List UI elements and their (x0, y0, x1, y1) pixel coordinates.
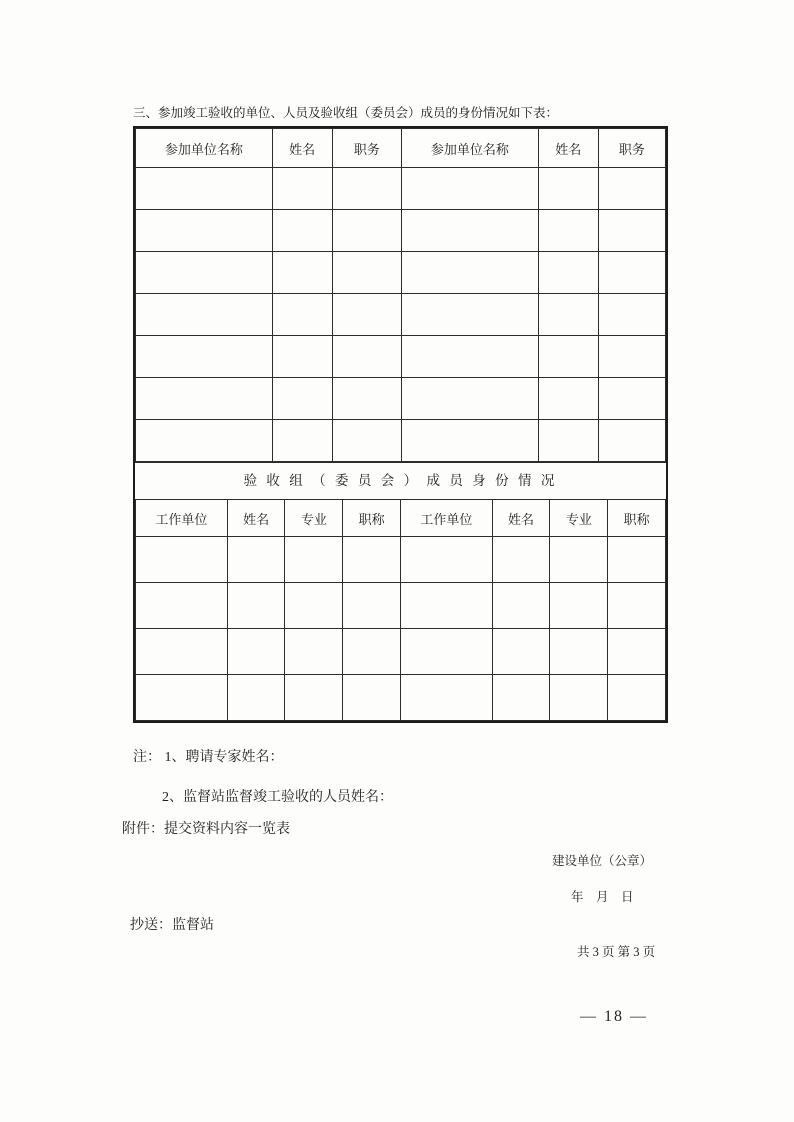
empty-cell (285, 537, 343, 583)
empty-cell (402, 336, 539, 378)
empty-cell (227, 583, 285, 629)
empty-cell (136, 294, 273, 336)
empty-cell (402, 420, 539, 462)
empty-cell (608, 537, 666, 583)
empty-cell (492, 583, 550, 629)
pagination-line: 共 3 页 第 3 页 (577, 945, 656, 959)
empty-cell (332, 420, 401, 462)
members-table (135, 499, 666, 721)
col-header-name: 姓名 (272, 129, 332, 168)
empty-cell (402, 168, 539, 210)
empty-cell (272, 294, 332, 336)
empty-cell (332, 294, 401, 336)
page-number: — 18 — (580, 1008, 648, 1025)
unit-seal-line: 建设单位（公章） (552, 854, 653, 868)
empty-cell (550, 583, 608, 629)
table-row (136, 294, 666, 336)
col-header-unit-name: 参加单位名称 (402, 129, 539, 168)
empty-cell (272, 336, 332, 378)
empty-cell (402, 294, 539, 336)
col-header-work-unit: 工作单位 (400, 500, 492, 537)
empty-cell (598, 294, 665, 336)
empty-cell (598, 168, 665, 210)
empty-cell (402, 210, 539, 252)
empty-cell (608, 675, 666, 721)
empty-cell (332, 210, 401, 252)
col-header-title: 职称 (343, 500, 401, 537)
empty-cell (550, 537, 608, 583)
empty-cell (400, 583, 492, 629)
col-header-specialty: 专业 (285, 500, 343, 537)
empty-cell (538, 210, 598, 252)
empty-cell (538, 336, 598, 378)
empty-cell (343, 537, 401, 583)
empty-cell (227, 675, 285, 721)
members-body (136, 537, 666, 721)
empty-cell (400, 537, 492, 583)
empty-cell (550, 629, 608, 675)
attachment-line: 附件：提交资料内容一览表 (122, 822, 290, 837)
table-row (136, 336, 666, 378)
empty-cell (136, 537, 228, 583)
empty-cell (332, 336, 401, 378)
group-band-title: 验 收 组 （ 委 员 会 ） 成 员 身 份 情 况 (135, 462, 666, 499)
col-header-work-unit: 工作单位 (136, 500, 228, 537)
empty-cell (400, 629, 492, 675)
empty-cell (227, 629, 285, 675)
col-header-name: 姓名 (227, 500, 285, 537)
empty-cell (492, 537, 550, 583)
note-supervision-staff: 2、监督站监督竣工验收的人员姓名： (162, 790, 393, 805)
empty-cell (538, 294, 598, 336)
table-row (136, 537, 666, 583)
empty-cell (550, 675, 608, 721)
empty-cell (136, 420, 273, 462)
empty-cell (598, 210, 665, 252)
empty-cell (400, 675, 492, 721)
empty-cell (272, 420, 332, 462)
empty-cell (136, 583, 228, 629)
table-row (136, 675, 666, 721)
empty-cell (343, 629, 401, 675)
participants-header-row (136, 129, 666, 168)
empty-cell (343, 675, 401, 721)
members-header-row (136, 500, 666, 537)
empty-cell (492, 629, 550, 675)
empty-cell (285, 629, 343, 675)
empty-cell (272, 210, 332, 252)
empty-cell (598, 336, 665, 378)
participants-body (136, 168, 666, 462)
empty-cell (136, 168, 273, 210)
cc-line: 抄送：监督站 (130, 918, 214, 933)
empty-cell (402, 378, 539, 420)
empty-cell (136, 210, 273, 252)
empty-cell (598, 420, 665, 462)
col-header-position: 职务 (332, 129, 401, 168)
empty-cell (136, 675, 228, 721)
identity-table (133, 126, 668, 723)
col-header-specialty: 专业 (550, 500, 608, 537)
table-row (136, 629, 666, 675)
empty-cell (598, 378, 665, 420)
empty-cell (136, 336, 273, 378)
date-line: 年 月 日 (571, 890, 634, 904)
empty-cell (285, 583, 343, 629)
empty-cell (272, 252, 332, 294)
table-row (136, 210, 666, 252)
empty-cell (136, 629, 228, 675)
table-row (136, 420, 666, 462)
table-row (136, 378, 666, 420)
col-header-title: 职称 (608, 500, 666, 537)
col-header-position: 职务 (598, 129, 665, 168)
empty-cell (538, 378, 598, 420)
empty-cell (332, 252, 401, 294)
empty-cell (538, 168, 598, 210)
empty-cell (285, 675, 343, 721)
empty-cell (136, 378, 273, 420)
col-header-unit-name: 参加单位名称 (136, 129, 273, 168)
col-header-name: 姓名 (492, 500, 550, 537)
empty-cell (538, 420, 598, 462)
table-row (136, 583, 666, 629)
empty-cell (343, 583, 401, 629)
section-heading: 三、参加竣工验收的单位、人员及验收组（委员会）成员的身份情况如下表： (133, 106, 559, 120)
participants-table (135, 128, 666, 462)
empty-cell (227, 537, 285, 583)
col-header-name: 姓名 (538, 129, 598, 168)
empty-cell (332, 378, 401, 420)
note-hired-experts: 注： 1、聘请专家姓名： (133, 750, 284, 765)
empty-cell (492, 675, 550, 721)
empty-cell (332, 168, 401, 210)
empty-cell (598, 252, 665, 294)
empty-cell (608, 629, 666, 675)
empty-cell (538, 252, 598, 294)
empty-cell (608, 583, 666, 629)
empty-cell (136, 252, 273, 294)
empty-cell (272, 168, 332, 210)
empty-cell (402, 252, 539, 294)
empty-cell (272, 378, 332, 420)
table-row (136, 168, 666, 210)
table-row (136, 252, 666, 294)
